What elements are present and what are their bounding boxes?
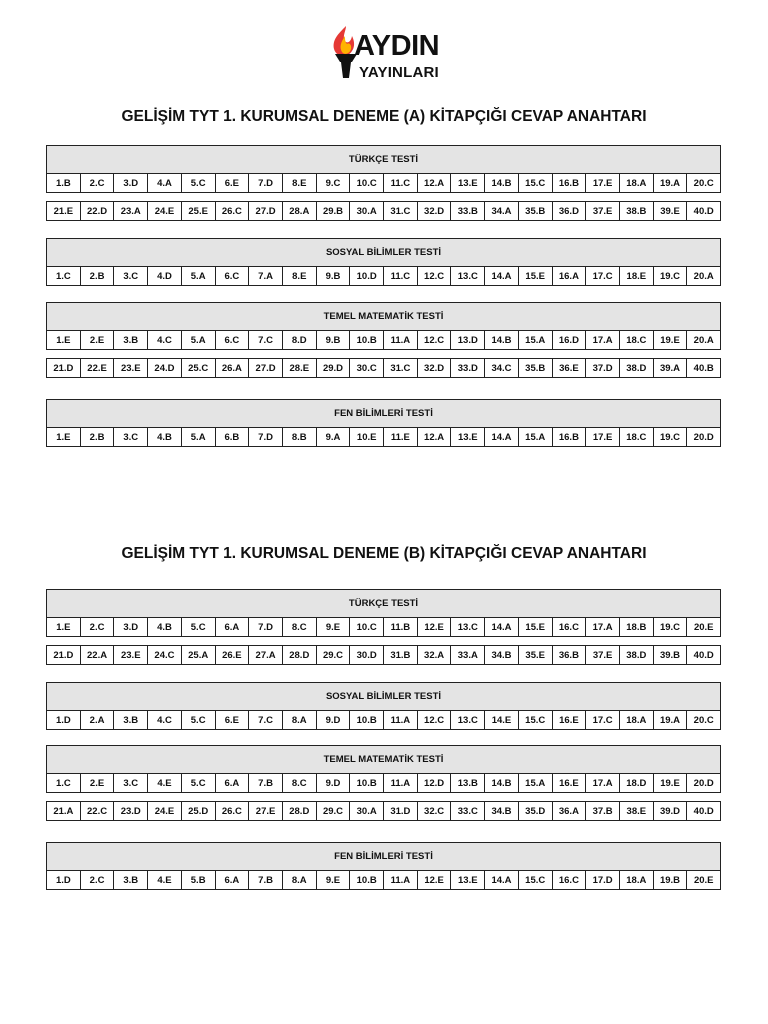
answer-cell: 14.E: [485, 711, 519, 729]
answer-cell: 27.E: [249, 802, 283, 820]
answer-cell: 8.E: [283, 174, 317, 192]
answer-cell: 36.A: [553, 802, 587, 820]
answer-cell: 37.B: [586, 802, 620, 820]
answer-cell: 6.A: [216, 774, 250, 792]
answer-cell: 40.D: [693, 805, 714, 817]
answer-cell: 12.C: [418, 267, 452, 285]
answer-cell: 8.C: [283, 618, 317, 636]
section-a-sosyal: [46, 238, 721, 286]
answer-cell: 1.D: [47, 711, 81, 729]
answer-cell: 9.D: [317, 774, 351, 792]
answer-cell: 5.C: [182, 618, 216, 636]
answer-cell: 19.B: [654, 871, 688, 889]
answer-cell: 3.C: [114, 774, 148, 792]
section-b-turkce: [46, 589, 721, 665]
answer-cell: 18.D: [620, 774, 654, 792]
logo-brand-text: AYDIN: [354, 30, 440, 62]
answer-cell: 7.D: [249, 174, 283, 192]
answer-cell: 30.A: [350, 802, 384, 820]
answer-cell: 22.E: [81, 359, 115, 377]
answer-cell: 4.E: [148, 774, 182, 792]
answer-cell: 20.C: [693, 714, 714, 726]
answer-cell: 32.C: [418, 802, 452, 820]
answer-cell: 36.D: [553, 202, 587, 220]
answer-cell: 8.A: [283, 871, 317, 889]
answer-cell: 20.C: [693, 177, 714, 189]
answer-cell: 17.C: [586, 267, 620, 285]
answer-cell: 11.A: [384, 711, 418, 729]
answer-cell: 26.C: [216, 202, 250, 220]
answer-cell: 40.D: [693, 649, 714, 661]
answer-cell: 8.A: [283, 711, 317, 729]
answer-cell: 34.A: [485, 202, 519, 220]
answer-cell: 32.A: [418, 646, 452, 664]
answer-row: [46, 358, 721, 378]
answer-cell: 18.A: [620, 871, 654, 889]
answer-cell: 23.A: [114, 202, 148, 220]
answer-cell: 16.C: [553, 618, 587, 636]
answer-cell: 39.A: [654, 359, 688, 377]
answer-cell: 17.E: [586, 428, 620, 446]
answer-cell: 6.A: [216, 871, 250, 889]
answer-cell: 23.E: [114, 359, 148, 377]
section-a-matematik: [46, 302, 721, 378]
section-header: SOSYAL BİLİMLER TESTİ: [46, 682, 721, 710]
answer-cell: 13.E: [451, 871, 485, 889]
answer-cell: 28.D: [283, 802, 317, 820]
answer-cell: 4.B: [148, 618, 182, 636]
answer-cell: 17.A: [586, 618, 620, 636]
answer-cell: 10.E: [350, 428, 384, 446]
answer-row: [46, 427, 721, 447]
answer-cell: 21.A: [47, 802, 81, 820]
answer-cell: 5.C: [182, 774, 216, 792]
answer-cell: 39.D: [654, 802, 688, 820]
answer-cell: 13.B: [451, 774, 485, 792]
answer-cell: 12.E: [418, 618, 452, 636]
answer-cell: 19.A: [654, 174, 688, 192]
answer-cell: 19.C: [654, 618, 688, 636]
section-header: TEMEL MATEMATİK TESTİ: [46, 745, 721, 773]
answer-cell: 1.E: [47, 428, 81, 446]
answer-cell: 19.A: [654, 711, 688, 729]
answer-cell: 38.D: [620, 646, 654, 664]
answer-cell: 3.D: [114, 174, 148, 192]
answer-cell: 26.C: [216, 802, 250, 820]
answer-cell: 10.C: [350, 174, 384, 192]
answer-cell: 18.B: [620, 618, 654, 636]
answer-cell: 11.A: [384, 871, 418, 889]
answer-cell: 14.B: [485, 174, 519, 192]
answer-cell: 3.D: [114, 618, 148, 636]
answer-cell: 20.D: [693, 777, 714, 789]
answer-row: [46, 645, 721, 665]
answer-cell: 37.E: [586, 646, 620, 664]
answer-cell: 6.B: [216, 428, 250, 446]
answer-cell: 20.E: [693, 874, 714, 886]
answer-cell: 17.D: [586, 871, 620, 889]
answer-cell: 15.A: [519, 774, 553, 792]
answer-cell: 34.B: [485, 646, 519, 664]
section-header: FEN BİLİMLERİ TESTİ: [46, 399, 721, 427]
answer-cell: 38.E: [620, 802, 654, 820]
answer-cell: 39.B: [654, 646, 688, 664]
section-header: FEN BİLİMLERİ TESTİ: [46, 842, 721, 870]
answer-cell: 12.A: [418, 174, 452, 192]
answer-cell: 27.D: [249, 359, 283, 377]
answer-cell: 22.D: [81, 202, 115, 220]
answer-cell: 19.E: [654, 774, 688, 792]
answer-cell: 9.C: [317, 174, 351, 192]
answer-cell: 19.C: [654, 428, 688, 446]
answer-cell: 33.D: [451, 359, 485, 377]
answer-cell: 15.A: [519, 428, 553, 446]
answer-cell: 10.B: [350, 774, 384, 792]
answer-cell: 7.B: [249, 774, 283, 792]
answer-cell: 33.A: [451, 646, 485, 664]
answer-cell: 22.C: [81, 802, 115, 820]
answer-cell: 36.B: [553, 646, 587, 664]
answer-cell: 12.C: [418, 711, 452, 729]
answer-cell: 35.E: [519, 646, 553, 664]
answer-cell: 19.C: [654, 267, 688, 285]
answer-row: [46, 201, 721, 221]
section-header: TEMEL MATEMATİK TESTİ: [46, 302, 721, 330]
answer-cell: 16.B: [553, 174, 587, 192]
answer-cell: 2.B: [81, 267, 115, 285]
section-a-fen: [46, 399, 721, 447]
answer-row: [46, 266, 721, 286]
answer-cell: 12.A: [418, 428, 452, 446]
section-b-matematik: [46, 745, 721, 821]
answer-cell: 5.B: [182, 871, 216, 889]
answer-cell: 15.C: [519, 871, 553, 889]
answer-cell: 16.E: [553, 711, 587, 729]
answer-cell: 10.B: [350, 871, 384, 889]
answer-cell: 24.E: [148, 202, 182, 220]
answer-cell: 2.C: [81, 174, 115, 192]
answer-row: [46, 173, 721, 193]
answer-cell: 31.C: [384, 359, 418, 377]
answer-cell: 36.E: [553, 359, 587, 377]
answer-cell: 1.D: [47, 871, 81, 889]
answer-cell: 14.A: [485, 618, 519, 636]
answer-cell: 18.E: [620, 267, 654, 285]
logo-sub-text: YAYINLARI: [359, 64, 439, 81]
answer-cell: 1.B: [47, 174, 81, 192]
answer-cell: 2.A: [81, 711, 115, 729]
answer-key-title-b: GELİŞİM TYT 1. KURUMSAL DENEME (B) KİTAPÇIĞI CEVAP ANAHTARI: [121, 545, 647, 562]
answer-row: [46, 710, 721, 730]
answer-cell: 11.A: [384, 774, 418, 792]
answer-cell: 8.D: [283, 331, 317, 349]
answer-cell: 18.A: [620, 711, 654, 729]
answer-cell: 20.A: [693, 334, 714, 346]
answer-cell: 8.B: [283, 428, 317, 446]
answer-cell: 10.D: [350, 267, 384, 285]
answer-cell: 9.E: [317, 618, 351, 636]
answer-cell: 9.B: [317, 267, 351, 285]
answer-cell: 1.C: [47, 267, 81, 285]
answer-cell: 5.A: [182, 267, 216, 285]
answer-cell: 14.A: [485, 267, 519, 285]
answer-cell: 23.E: [114, 646, 148, 664]
section-header: TÜRKÇE TESTİ: [46, 589, 721, 617]
answer-cell: 13.D: [451, 331, 485, 349]
answer-cell: 17.A: [586, 774, 620, 792]
answer-cell: 29.D: [317, 359, 351, 377]
answer-cell: 11.C: [384, 267, 418, 285]
answer-cell: 7.C: [249, 331, 283, 349]
answer-cell: 14.B: [485, 331, 519, 349]
answer-cell: 15.E: [519, 618, 553, 636]
answer-cell: 18.C: [620, 331, 654, 349]
answer-cell: 1.E: [47, 331, 81, 349]
answer-cell: 9.A: [317, 428, 351, 446]
answer-cell: 3.B: [114, 871, 148, 889]
answer-cell: 35.D: [519, 802, 553, 820]
answer-cell: 12.D: [418, 774, 452, 792]
answer-cell: 20.A: [693, 270, 714, 282]
answer-cell: 29.C: [317, 646, 351, 664]
aydin-yayinlari-logo: [326, 22, 446, 82]
answer-cell: 28.A: [283, 202, 317, 220]
answer-cell: 27.D: [249, 202, 283, 220]
answer-cell: 31.D: [384, 802, 418, 820]
answer-cell: 3.C: [114, 267, 148, 285]
answer-cell: 2.E: [81, 774, 115, 792]
answer-cell: 10.C: [350, 618, 384, 636]
answer-cell: 13.C: [451, 618, 485, 636]
answer-cell: 8.E: [283, 267, 317, 285]
answer-cell: 31.C: [384, 202, 418, 220]
answer-row: [46, 617, 721, 637]
answer-cell: 4.C: [148, 331, 182, 349]
section-b-sosyal: [46, 682, 721, 730]
answer-cell: 7.B: [249, 871, 283, 889]
answer-cell: 40.D: [693, 205, 714, 217]
answer-cell: 4.B: [148, 428, 182, 446]
answer-cell: 31.B: [384, 646, 418, 664]
answer-cell: 29.B: [317, 202, 351, 220]
answer-cell: 30.C: [350, 359, 384, 377]
answer-row: [46, 801, 721, 821]
answer-cell: 18.C: [620, 428, 654, 446]
answer-cell: 3.C: [114, 428, 148, 446]
answer-cell: 26.E: [216, 646, 250, 664]
answer-cell: 7.D: [249, 428, 283, 446]
answer-row: [46, 773, 721, 793]
answer-cell: 11.C: [384, 174, 418, 192]
answer-cell: 24.E: [148, 802, 182, 820]
answer-cell: 32.D: [418, 359, 452, 377]
answer-cell: 27.A: [249, 646, 283, 664]
answer-cell: 32.D: [418, 202, 452, 220]
answer-cell: 18.A: [620, 174, 654, 192]
answer-cell: 5.A: [182, 428, 216, 446]
answer-cell: 7.C: [249, 711, 283, 729]
answer-cell: 37.D: [586, 359, 620, 377]
answer-cell: 22.A: [81, 646, 115, 664]
answer-cell: 35.B: [519, 202, 553, 220]
section-header: TÜRKÇE TESTİ: [46, 145, 721, 173]
answer-cell: 21.E: [47, 202, 81, 220]
answer-cell: 30.D: [350, 646, 384, 664]
answer-cell: 11.B: [384, 618, 418, 636]
answer-cell: 17.E: [586, 174, 620, 192]
answer-cell: 6.C: [216, 267, 250, 285]
answer-cell: 9.D: [317, 711, 351, 729]
answer-cell: 5.C: [182, 711, 216, 729]
answer-cell: 4.D: [148, 267, 182, 285]
answer-cell: 35.B: [519, 359, 553, 377]
answer-cell: 15.C: [519, 711, 553, 729]
answer-cell: 15.A: [519, 331, 553, 349]
answer-cell: 17.A: [586, 331, 620, 349]
answer-cell: 20.E: [693, 621, 714, 633]
answer-cell: 13.E: [451, 174, 485, 192]
answer-cell: 29.C: [317, 802, 351, 820]
answer-cell: 16.E: [553, 774, 587, 792]
answer-cell: 23.D: [114, 802, 148, 820]
section-a-turkce: [46, 145, 721, 221]
answer-cell: 9.E: [317, 871, 351, 889]
answer-cell: 34.B: [485, 802, 519, 820]
answer-cell: 39.E: [654, 202, 688, 220]
answer-cell: 1.E: [47, 618, 81, 636]
answer-cell: 7.A: [249, 267, 283, 285]
answer-cell: 2.C: [81, 871, 115, 889]
answer-cell: 28.D: [283, 646, 317, 664]
answer-cell: 28.E: [283, 359, 317, 377]
answer-cell: 26.A: [216, 359, 250, 377]
answer-cell: 6.E: [216, 174, 250, 192]
answer-cell: 21.D: [47, 359, 81, 377]
answer-cell: 34.C: [485, 359, 519, 377]
answer-cell: 24.C: [148, 646, 182, 664]
answer-cell: 1.C: [47, 774, 81, 792]
answer-cell: 12.E: [418, 871, 452, 889]
answer-cell: 13.C: [451, 267, 485, 285]
answer-cell: 6.C: [216, 331, 250, 349]
answer-cell: 38.D: [620, 359, 654, 377]
answer-cell: 13.C: [451, 711, 485, 729]
answer-cell: 16.B: [553, 428, 587, 446]
section-header: SOSYAL BİLİMLER TESTİ: [46, 238, 721, 266]
answer-cell: 16.A: [553, 267, 587, 285]
answer-cell: 24.D: [148, 359, 182, 377]
answer-cell: 6.E: [216, 711, 250, 729]
answer-cell: 19.E: [654, 331, 688, 349]
answer-cell: 16.D: [553, 331, 587, 349]
answer-cell: 10.B: [350, 711, 384, 729]
answer-cell: 11.A: [384, 331, 418, 349]
answer-cell: 3.B: [114, 711, 148, 729]
answer-cell: 15.C: [519, 174, 553, 192]
answer-cell: 3.B: [114, 331, 148, 349]
answer-cell: 4.C: [148, 711, 182, 729]
answer-cell: 16.C: [553, 871, 587, 889]
answer-cell: 14.A: [485, 871, 519, 889]
answer-cell: 14.A: [485, 428, 519, 446]
answer-row: [46, 330, 721, 350]
answer-cell: 37.E: [586, 202, 620, 220]
answer-cell: 20.D: [693, 431, 714, 443]
answer-cell: 25.E: [182, 202, 216, 220]
answer-cell: 14.B: [485, 774, 519, 792]
answer-cell: 4.E: [148, 871, 182, 889]
answer-cell: 40.B: [693, 362, 714, 374]
answer-cell: 2.B: [81, 428, 115, 446]
answer-row: [46, 870, 721, 890]
answer-cell: 25.C: [182, 359, 216, 377]
answer-cell: 2.E: [81, 331, 115, 349]
section-b-fen: [46, 842, 721, 890]
answer-cell: 7.D: [249, 618, 283, 636]
answer-cell: 25.D: [182, 802, 216, 820]
answer-cell: 9.B: [317, 331, 351, 349]
answer-cell: 5.A: [182, 331, 216, 349]
answer-cell: 15.E: [519, 267, 553, 285]
answer-cell: 30.A: [350, 202, 384, 220]
answer-key-title-a: GELİŞİM TYT 1. KURUMSAL DENEME (A) KİTAPÇIĞI CEVAP ANAHTARI: [121, 108, 647, 125]
answer-cell: 12.C: [418, 331, 452, 349]
answer-cell: 17.C: [586, 711, 620, 729]
answer-cell: 5.C: [182, 174, 216, 192]
answer-cell: 21.D: [47, 646, 81, 664]
answer-cell: 11.E: [384, 428, 418, 446]
answer-cell: 6.A: [216, 618, 250, 636]
answer-cell: 25.A: [182, 646, 216, 664]
answer-cell: 4.A: [148, 174, 182, 192]
answer-cell: 13.E: [451, 428, 485, 446]
answer-cell: 8.C: [283, 774, 317, 792]
answer-cell: 33.C: [451, 802, 485, 820]
answer-cell: 38.B: [620, 202, 654, 220]
answer-cell: 2.C: [81, 618, 115, 636]
answer-cell: 33.B: [451, 202, 485, 220]
answer-cell: 10.B: [350, 331, 384, 349]
